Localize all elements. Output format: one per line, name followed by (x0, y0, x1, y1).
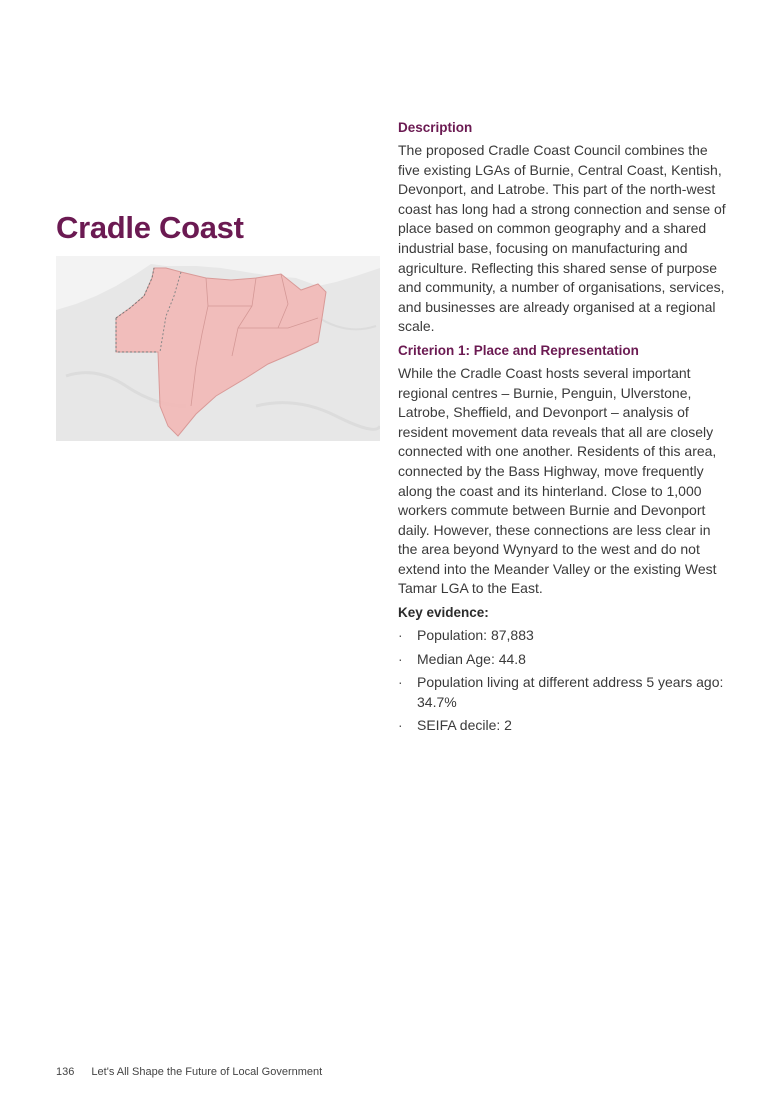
page-footer (56, 1066, 322, 1078)
list-item (398, 626, 728, 646)
bullet-icon: · (398, 650, 403, 667)
page-number: 136 (56, 1066, 75, 1078)
evidence-text: Population living at different address 5 years ago: 34.7% (417, 674, 724, 710)
evidence-text: Median Age: 44.8 (417, 650, 526, 667)
main-content (398, 118, 728, 740)
key-evidence-heading: Key evidence: (398, 605, 489, 621)
bullet-icon: · (398, 627, 403, 644)
page-title: Cradle Coast (56, 210, 244, 245)
document-title: Let's All Shape the Future of Local Government (91, 1066, 323, 1078)
criterion-heading: Criterion 1: Place and Representation (398, 342, 639, 358)
bullet-icon: · (398, 717, 403, 734)
bullet-icon: · (398, 674, 403, 691)
list-item (398, 716, 728, 736)
list-item (398, 650, 728, 670)
evidence-text: Population: 87,883 (417, 627, 534, 644)
region-map (56, 256, 380, 441)
region-map-graphic (56, 256, 380, 441)
criterion-text: While the Cradle Coast hosts several important regional centres – Burnie, Penguin, Ulverstone, Latrobe, Sheffield, and Devonport – analysis of resident movement data reveals that all are closely connected with one another. Residents of this area, connected by the Bass Highway, move frequently along the coast and its hinterland. Close to 1,000 workers commute between Burnie and Devonport daily. However, these connections are less clear in the area beyond Wynyard to the west and do not extend into the Meander Valley or the existing West Tamar LGA to the East. (398, 364, 717, 597)
list-item (398, 673, 728, 712)
evidence-text: SEIFA decile: 2 (417, 717, 512, 734)
description-text: The proposed Cradle Coast Council combines the five existing LGAs of Burnie, Central Coast, Kentish, Devonport, and Latrobe. This part of the north-west coast has long had a strong connection and sense of place based on common geography and a shared industrial base, focusing on manufacturing and agriculture. Reflecting this shared sense of purpose and community, a number of organisations, services, and businesses are already organised at a regional scale. (398, 142, 726, 335)
evidence-list (398, 626, 728, 736)
description-heading: Description (398, 120, 473, 135)
